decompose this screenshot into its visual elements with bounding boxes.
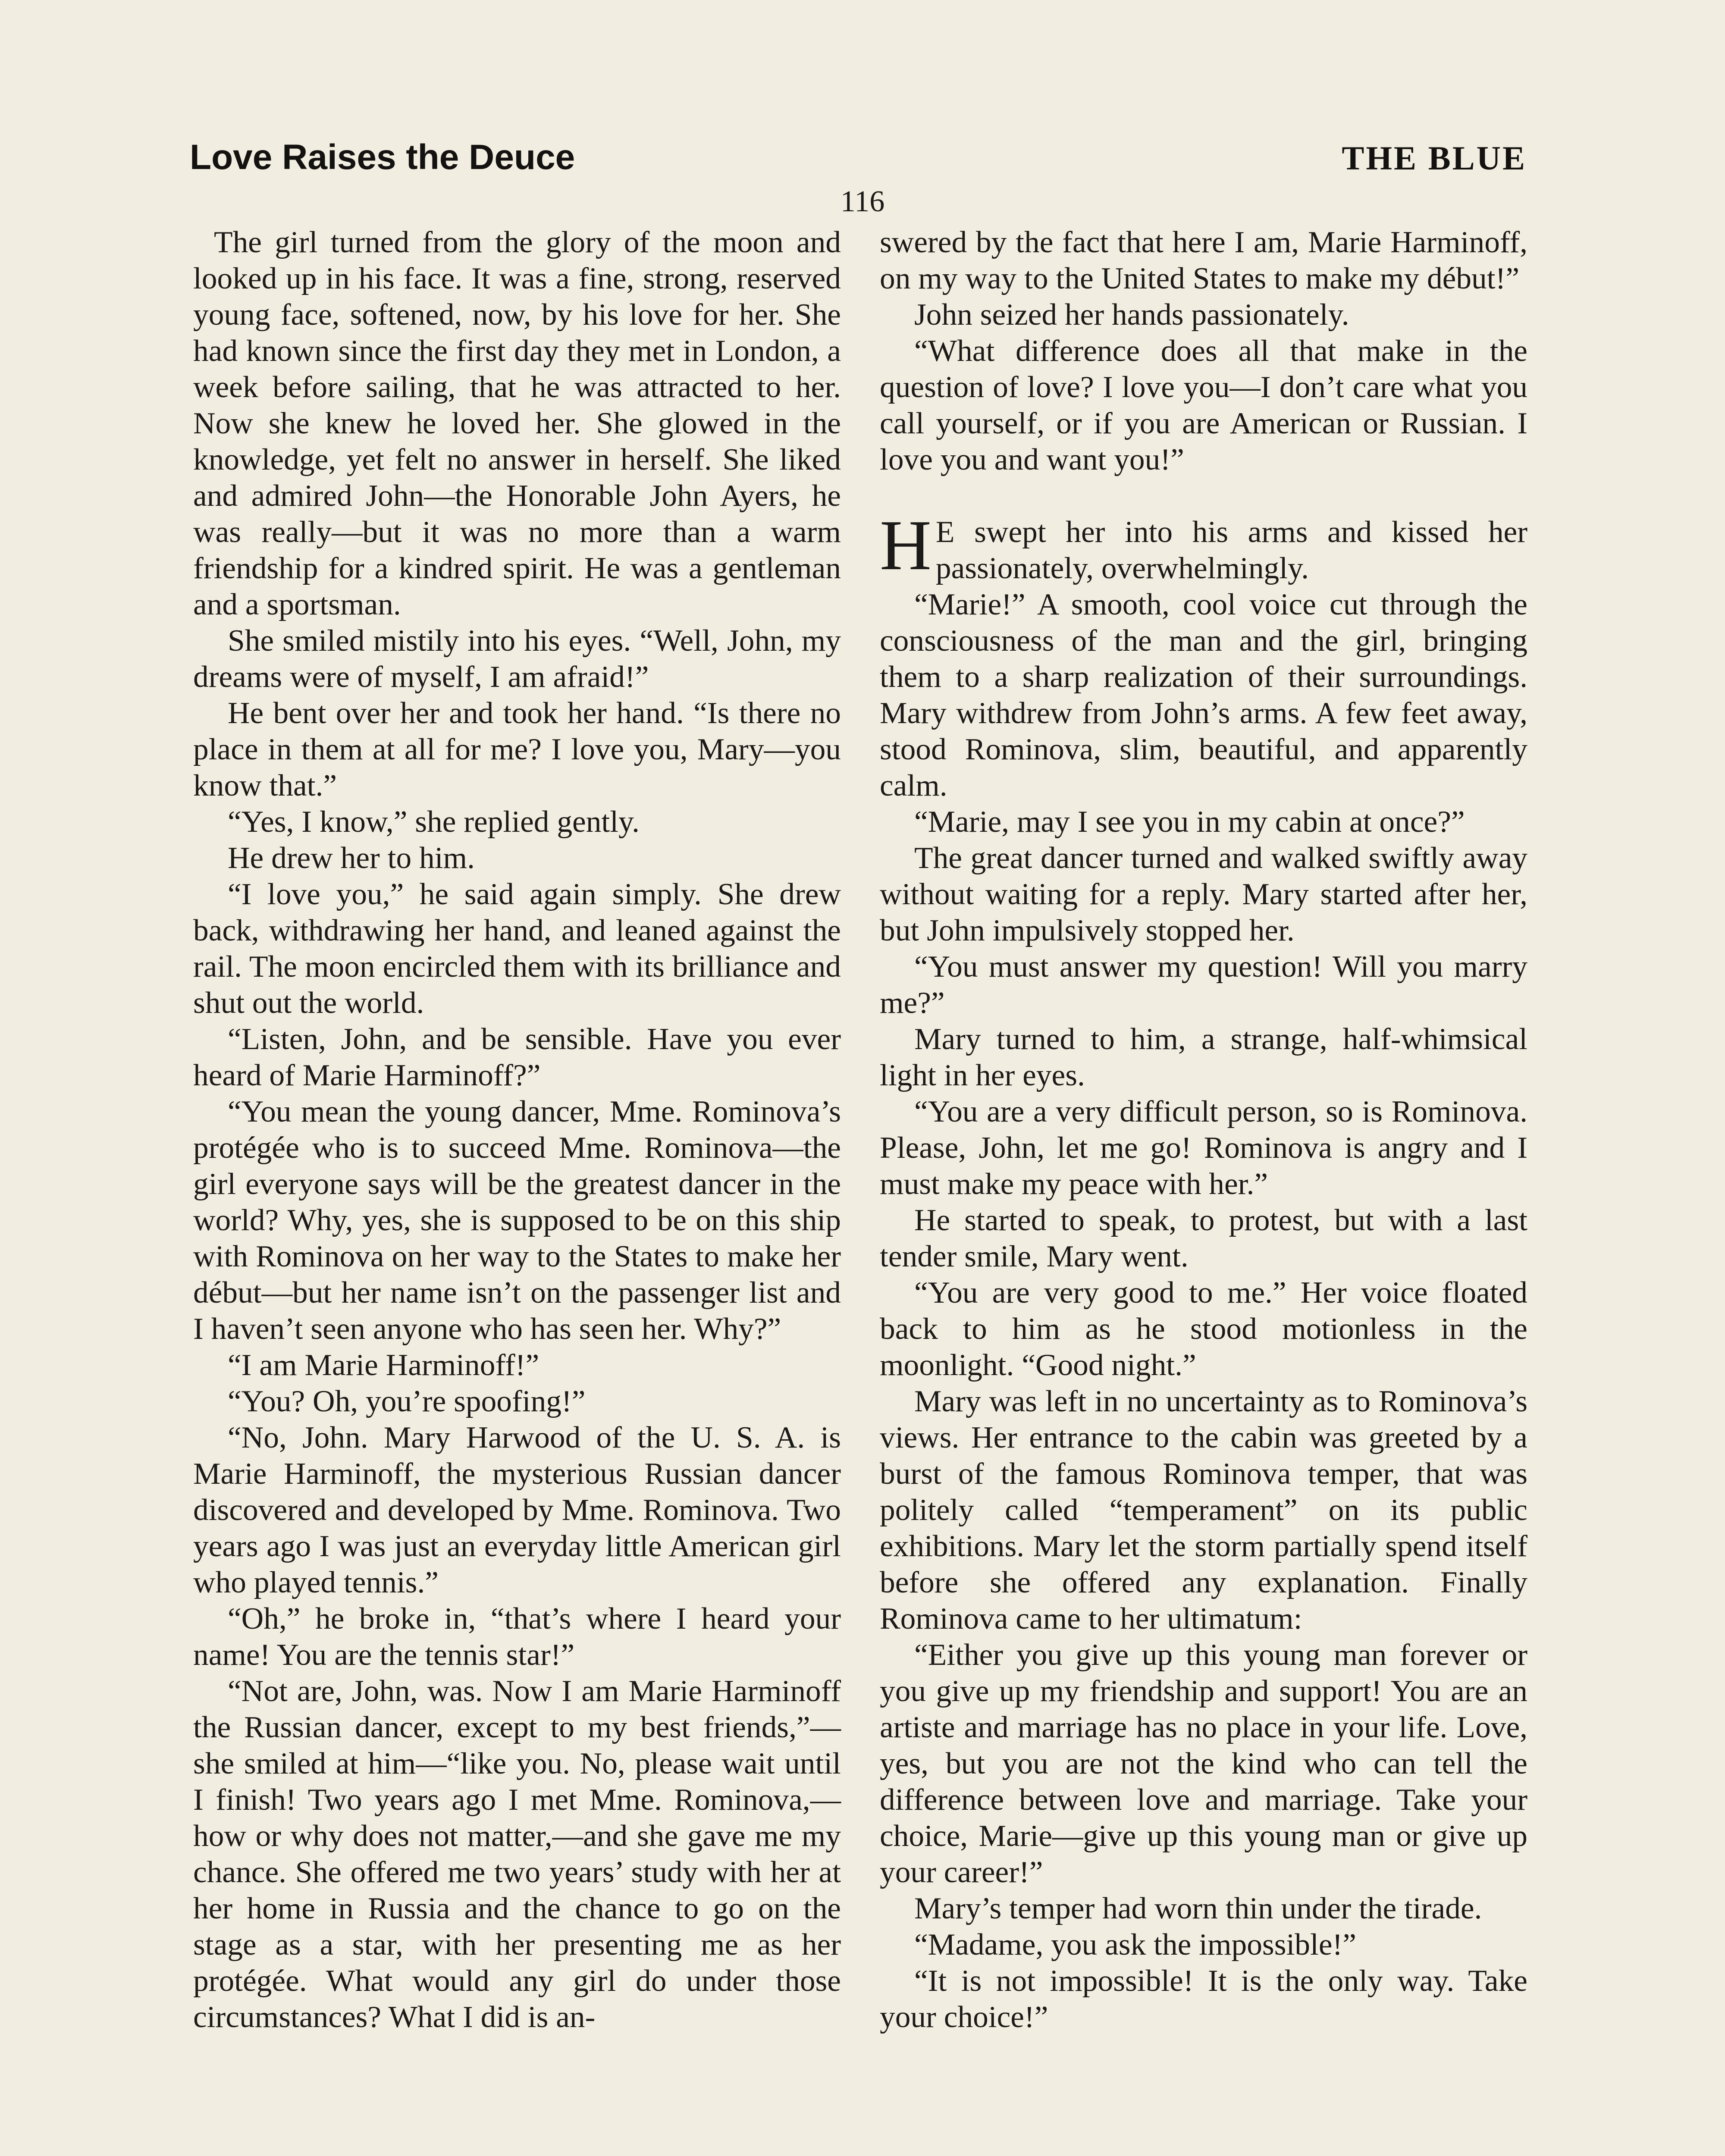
paragraph: “Yes, I know,” she replied gently. [228,805,640,839]
right-column-after-break [880,586,1527,2035]
paragraph: Mary was left in no uncertainty as to Rominova’s views. Her entrance to the cabin was greeted by a burst of the famous Rominova temper, that was politely called “temperament” on its public exhibitions. Mary let the storm partially spend itself before she offered any explanation. Finally Rominova came to her ultimatum: [880,1384,1527,1636]
paragraph: She smiled mistily into his eyes. “Well, John, my dreams were of myself, I am afraid!” [193,624,841,694]
text-column-left [193,224,841,2035]
paragraph: Mary turned to him, a strange, half-whimsical light in her eyes. [880,1022,1527,1092]
paragraph: “No, John. Mary Harwood of the U. S. A. is Marie Harminoff, the mysterious Russian dancer discovered and developed by Mme. Rominova. Two years ago I was just an everyday little American girl who played tennis.” [193,1420,841,1599]
paragraph: The girl turned from the glory of the moon and looked up in his face. It was a fine, strong, reserved young face, softened, now, by his love for her. She had known since the first day they met in London, a week before sailing, that he was attracted to her. Now she knew he loved her. She glowed in the knowledge, yet felt no answer in herself. She liked and admired John—the Honorable John Ayers, he was really—but it was no more than a warm friendship for a kindred spirit. He was a gentleman and a sportsman. [193,225,841,621]
magazine-name: THE BLUE [1342,139,1527,177]
paragraph: “You mean the young dancer, Mme. Rominova’s protégée who is to succeed Mme. Rominova—the girl everyone says will be the greatest dancer in the world? Why, yes, she is supposed to be on this ship with Rominova on her way to the States to make her début—but her name isn’t on the passenger list and I haven’t seen anyone who has seen her. Why?” [193,1094,841,1346]
page-number: 116 [840,185,885,218]
paragraph: “Marie!” A smooth, cool voice cut through the consciousness of the man and the girl, bringing them to a sharp realization of their surroundings. Mary withdrew from John’s arms. A few feet away, stood Rominova, slim, beautiful, and apparently calm. [880,587,1527,802]
paragraph: swered by the fact that here I am, Marie Harminoff, on my way to the United States to make my début!” [880,225,1527,295]
paragraph: John seized her hands passionately. [914,298,1349,332]
paragraph: “You are a very difficult person, so is Rominova. Please, John, let me go! Rominova is angry and I must make my peace with her.” [880,1094,1527,1201]
right-column-before-break [880,224,1527,478]
paragraph: “It is not impossible! It is the only way. Take your choice!” [880,1964,1527,2034]
paragraph: “You are very good to me.” Her voice floated back to him as he stood motionless in the moonlight. “Good night.” [880,1275,1527,1382]
drop-cap-letter: H [880,505,932,585]
paragraph: “Oh,” he broke in, “that’s where I heard your name! You are the tennis star!” [193,1601,841,1672]
text-column-right [880,224,1527,2035]
paragraph: “Madame, you ask the impossible!” [914,1927,1356,1962]
paragraph: “Either you give up this young man forever or you give up my friendship and support! You are an artiste and marriage has no place in your life. Love, yes, but you are not the kind who can tell the difference between love and marriage. Take your choice, Marie—give up this young man or give up your career!” [880,1638,1527,1889]
section-break [880,505,1527,586]
paragraph: “Not are, John, was. Now I am Marie Harminoff the Russian dancer, except to my best friends,”—she smiled at him—“like you. No, please wait until I finish! Two years ago I met Mme. Rominova,—how or why does not matter,—and she gave me my chance. She offered me two years’ study with her at her home in Russia and the chance to go on the stage as a star, with her presenting me as her protégée. What would any girl do under those circumstances? What I did is an- [193,1674,841,2034]
paragraph: “I love you,” he said again simply. She drew back, withdrawing her hand, and leaned against the rail. The moon encircled them with its brilliance and shut out the world. [193,877,841,1020]
paragraph: He started to speak, to protest, but with a last tender smile, Mary went. [880,1203,1527,1273]
dropcap-paragraph-text: E swept her into his arms and kissed her passionately, overwhelmingly. [935,515,1527,585]
dropcap-paragraph [880,505,1527,586]
paragraph: “Marie, may I see you in my cabin at once?” [914,805,1465,839]
paragraph: “What difference does all that make in the question of love? I love you—I don’t care what you call yourself, or if you are American or Russian. I love you and want you!” [880,334,1527,476]
paragraph: “Listen, John, and be sensible. Have you ever heard of Marie Harminoff?” [193,1022,841,1092]
story-title: Love Raises the Deuce [190,138,575,177]
paragraph: “You? Oh, you’re spoofing!” [228,1384,586,1418]
paragraph: He bent over her and took her hand. “Is there no place in them at all for me? I love you, Mary—you know that.” [193,696,841,802]
paragraph: “You must answer my question! Will you marry me?” [880,950,1527,1020]
paragraph: The great dancer turned and walked swiftly away without waiting for a reply. Mary started after her, but John impulsively stopped her. [880,841,1527,947]
paragraph: Mary’s temper had worn thin under the tirade. [914,1891,1482,1925]
paragraph: “I am Marie Harminoff!” [228,1348,539,1382]
paragraph: He drew her to him. [228,841,475,875]
